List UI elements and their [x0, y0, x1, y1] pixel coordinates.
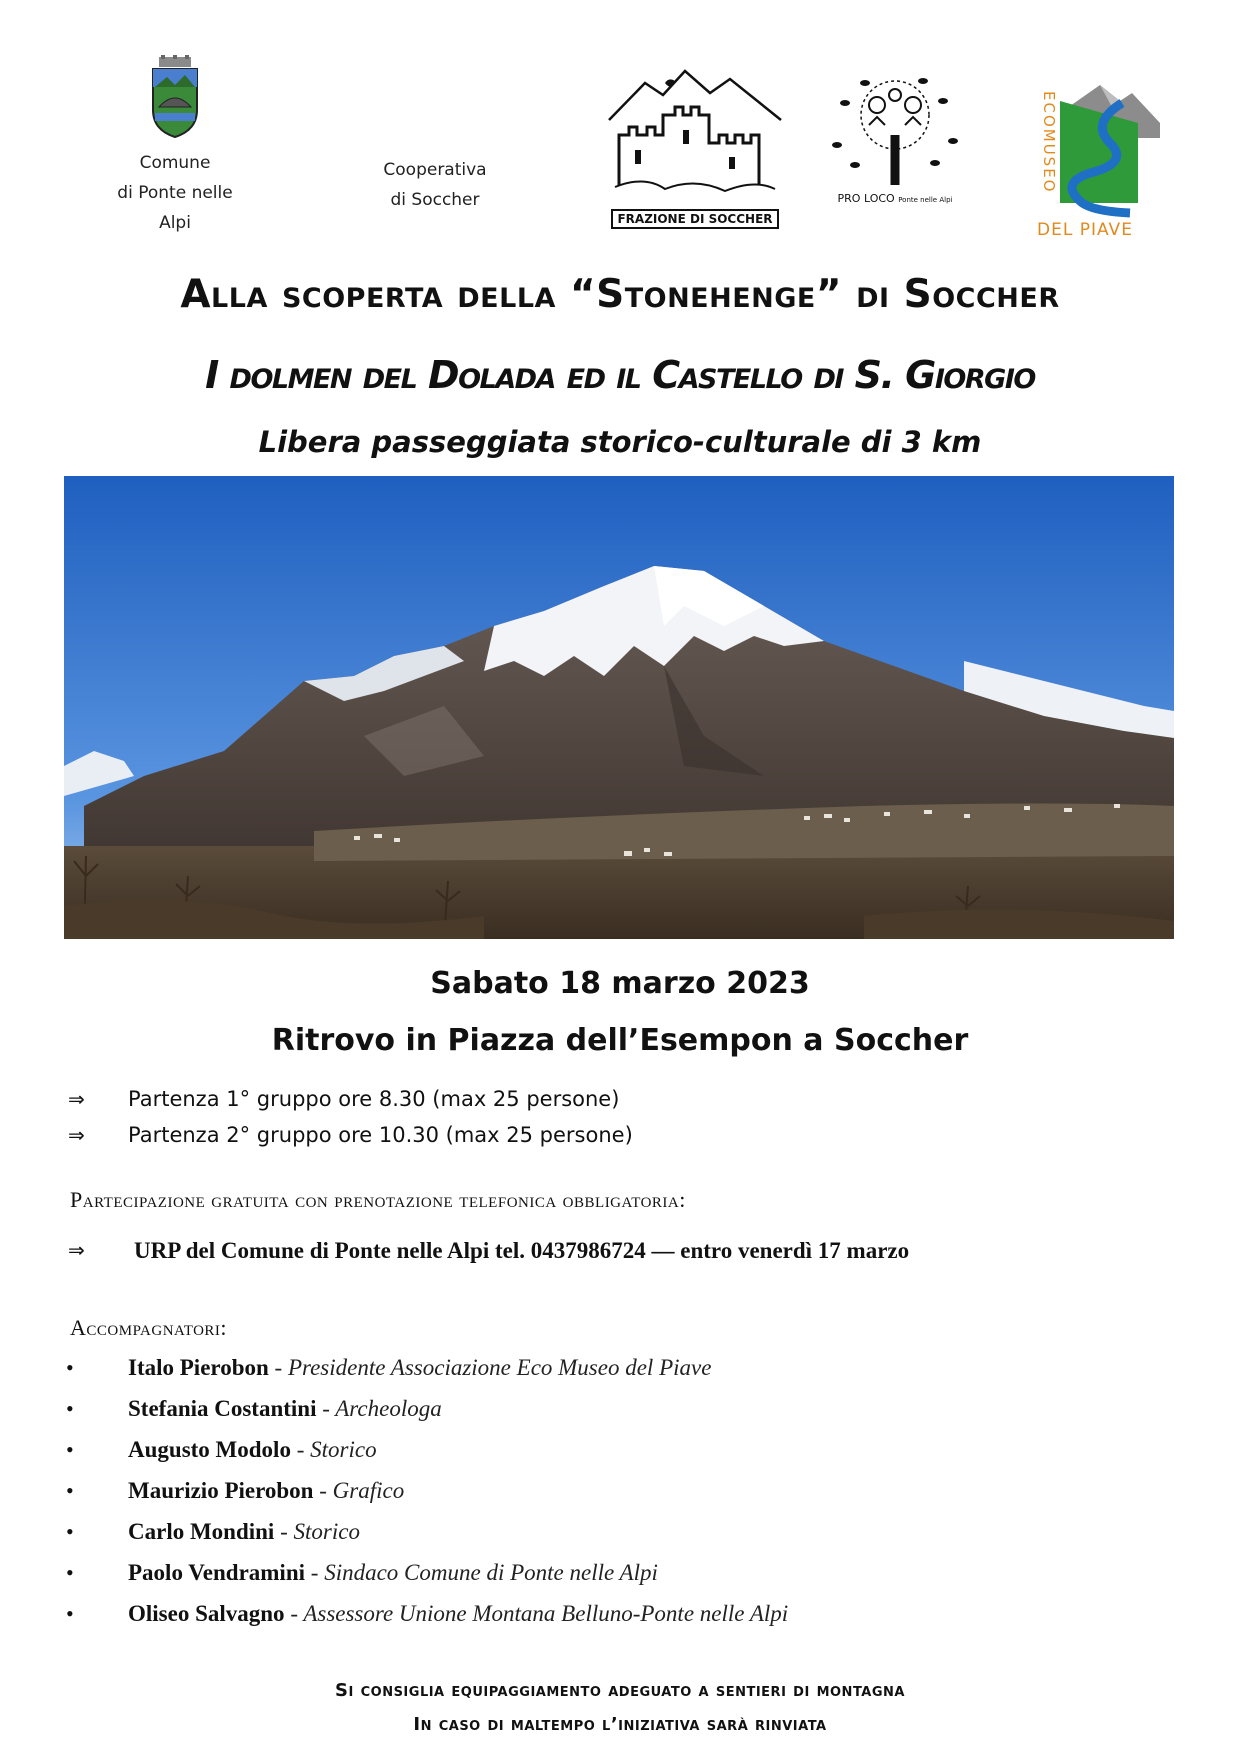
- header-logos: [60, 55, 1180, 240]
- arrow-right-icon: ⇒: [68, 1087, 85, 1111]
- event-date: Sabato 18 marzo 2023: [430, 966, 810, 1001]
- role-separator: -: [316, 1396, 336, 1421]
- role-separator: -: [290, 1437, 311, 1462]
- guide-name: Paolo Vendramini: [128, 1560, 306, 1585]
- meeting-point: Ritrovo in Piazza dell’Esempon a Soccher: [271, 1023, 969, 1058]
- footer-note-1: Si consiglia equipaggiamento adeguato a sentieri di montagna: [335, 1680, 905, 1701]
- role-separator: -: [284, 1601, 304, 1626]
- bullet-icon: •: [66, 1560, 74, 1585]
- bullet-icon: •: [66, 1478, 74, 1503]
- frazione-logo: [600, 65, 790, 229]
- guide-name: Carlo Mondini: [128, 1519, 275, 1544]
- list-item: [66, 1396, 1066, 1437]
- proloco-caption: PRO LOCO: [837, 192, 895, 205]
- coat-of-arms-icon: [145, 55, 205, 140]
- proloco-logo: [820, 75, 970, 205]
- guide-role: Storico: [310, 1437, 377, 1462]
- bullet-icon: •: [66, 1355, 74, 1380]
- footer-note-2: In caso di maltempo l’iniziativa sarà rinviata: [413, 1714, 827, 1735]
- cooperativa-line1: Cooperativa: [383, 160, 487, 180]
- bullet-icon: •: [66, 1519, 74, 1544]
- role-separator: -: [268, 1355, 288, 1380]
- guide-name: Oliseo Salvagno: [128, 1601, 285, 1626]
- list-item: [66, 1560, 1066, 1601]
- list-item: [66, 1478, 1066, 1519]
- departure-text: Partenza 2° gruppo ore 10.30 (max 25 persone): [128, 1123, 633, 1147]
- tagline: Libera passeggiata storico-culturale di 3 km: [258, 425, 982, 459]
- guide-role: Sindaco Comune di Ponte nelle Alpi: [324, 1560, 658, 1585]
- arrow-right-icon: ⇒: [68, 1238, 85, 1262]
- guide-role: Presidente Associazione Eco Museo del Piave: [287, 1355, 712, 1380]
- subtitle: I dolmen del Dolada ed il Castello di S. Giorgio: [205, 353, 1035, 397]
- guide-role: Assessore Unione Montana Belluno-Ponte nelle Alpi: [303, 1601, 789, 1626]
- guide-role: Grafico: [332, 1478, 405, 1503]
- guide-name: Stefania Costantini: [128, 1396, 317, 1421]
- list-item: [66, 1437, 1066, 1478]
- bullet-icon: •: [66, 1396, 74, 1421]
- guide-name: Augusto Modolo: [128, 1437, 291, 1462]
- guide-role: Archeologa: [335, 1396, 442, 1421]
- departure-text: Partenza 1° gruppo ore 8.30 (max 25 persone): [128, 1087, 620, 1111]
- guide-name: Italo Pierobon: [128, 1355, 269, 1380]
- booking-heading: Partecipazione gratuita con prenotazione telefonica obbligatoria:: [70, 1187, 686, 1212]
- mountain-landscape-image: [64, 476, 1174, 939]
- comune-name-line2: di Ponte nelle Alpi: [117, 183, 233, 233]
- list-item: [66, 1601, 1066, 1642]
- list-item: [66, 1355, 1066, 1396]
- mountain-photo: [64, 476, 1174, 939]
- role-separator: -: [274, 1519, 294, 1544]
- ecomuseo-bottom-text: DEL PIAVE: [1037, 220, 1133, 240]
- cooperativa-label: [365, 155, 505, 215]
- guides-list: [66, 1355, 1066, 1642]
- proloco-small: Ponte nelle Alpi: [898, 196, 953, 204]
- ecomuseo-logo: [1020, 83, 1170, 240]
- bullet-icon: •: [66, 1437, 74, 1462]
- arrow-right-icon: ⇒: [68, 1123, 85, 1147]
- comune-name-line1: Comune: [139, 153, 211, 173]
- frazione-caption: FRAZIONE DI SOCCHER: [611, 209, 778, 229]
- bullet-icon: •: [66, 1601, 74, 1626]
- tree-icon: [825, 75, 965, 185]
- comune-logo: [100, 55, 250, 238]
- role-separator: -: [313, 1478, 333, 1503]
- ecomuseo-mark-icon: [1020, 83, 1170, 223]
- ecomuseo-vertical-text: ECOMUSEO: [1040, 91, 1058, 194]
- guide-role: Storico: [293, 1519, 360, 1544]
- guide-name: Maurizio Pierobon: [128, 1478, 314, 1503]
- guides-heading: Accompagnatori:: [70, 1315, 228, 1340]
- booking-contact: URP del Comune di Ponte nelle Alpi tel. 0437986724 — entro venerdì 17 marzo: [134, 1238, 910, 1263]
- role-separator: -: [305, 1560, 325, 1585]
- list-item: [66, 1519, 1066, 1560]
- main-title: Alla scoperta della “Stonehenge” di Soccher: [180, 272, 1060, 317]
- cooperativa-line2: di Soccher: [390, 190, 480, 210]
- castle-mountain-icon: [605, 65, 785, 205]
